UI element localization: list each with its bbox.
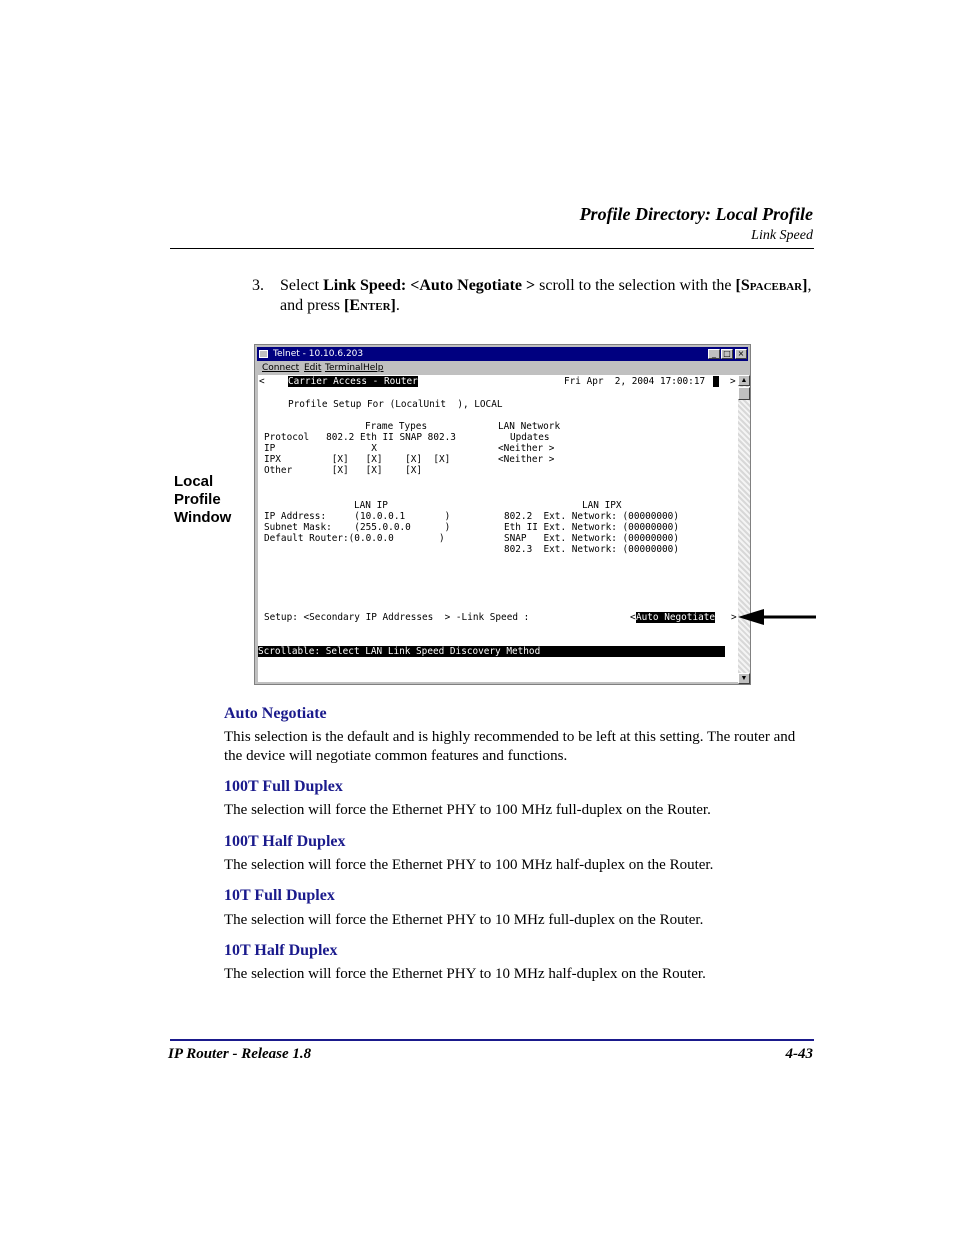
ipx-8022-network[interactable]: 802.2 Ext. Network: (00000000): [504, 511, 679, 522]
ipx-eth2-network[interactable]: Eth II Ext. Network: (00000000): [504, 522, 679, 533]
section-text-10t-full: The selection will force the Ethernet PHY to 10 MHz full-duplex on the Router.: [224, 912, 704, 928]
callout-line: Profile: [174, 491, 221, 508]
arrow-shaft: [760, 616, 816, 619]
ipx-snap-network[interactable]: SNAP Ext. Network: (00000000): [504, 533, 679, 544]
ip-updates-select[interactable]: <Neither >: [498, 443, 555, 454]
scroll-thumb[interactable]: [738, 387, 750, 400]
right-scroll-indicator: >: [730, 376, 736, 387]
header-rule: [170, 248, 814, 249]
maximize-button[interactable]: □: [721, 349, 733, 359]
section-text-100t-full: The selection will force the Ethernet PHY to 100 MHz full-duplex on the Router.: [224, 802, 711, 818]
section-text-10t-half: The selection will force the Ethernet PHY to 10 MHz half-duplex on the Router.: [224, 966, 706, 982]
step-3: [252, 276, 812, 316]
step-text-part: scroll to the selection with the: [535, 277, 736, 294]
page-number: 4-43: [785, 1046, 813, 1062]
subnet-mask-field[interactable]: Subnet Mask: (255.0.0.0 ): [264, 522, 451, 533]
lan-ip-header: LAN IP: [354, 500, 388, 511]
link-speed-open: <: [630, 612, 636, 623]
default-router-field[interactable]: Default Router:(0.0.0.0 ): [264, 533, 445, 544]
section-title-100t-half: 100T Half Duplex: [224, 833, 346, 850]
title-bar[interactable]: [257, 347, 748, 361]
menu-edit[interactable]: Edit: [304, 363, 322, 373]
vertical-scrollbar[interactable]: [738, 375, 750, 684]
protocol-row: Protocol 802.2 Eth II SNAP 802.3: [264, 432, 456, 443]
setup-line[interactable]: Setup: <Secondary IP Addresses > -Link Speed :: [264, 612, 530, 623]
menu-bar: [257, 362, 748, 374]
window-title: Telnet - 10.10.6.203: [273, 349, 364, 359]
pointer-arrow-icon: [738, 608, 816, 626]
terminal-screen[interactable]: [258, 375, 738, 682]
app-title-bar: Carrier Access - Router: [288, 376, 418, 387]
updates-header: Updates: [510, 432, 550, 443]
spacebar-key: [Spacebar]: [735, 277, 808, 294]
section-title-auto-negotiate: Auto Negotiate: [224, 705, 327, 722]
section-title-10t-half: 10T Half Duplex: [224, 942, 338, 959]
profile-setup-line: Profile Setup For (LocalUnit ), LOCAL: [288, 399, 503, 410]
left-scroll-indicator: <: [259, 376, 265, 387]
section-title-100t-full: 100T Full Duplex: [224, 778, 343, 795]
menu-help[interactable]: Help: [363, 363, 384, 373]
link-speed-select[interactable]: Auto Negotiate: [636, 612, 716, 623]
step-text-part: .: [395, 297, 400, 314]
link-speed-close: >: [731, 612, 737, 623]
callout-line: Local: [174, 473, 214, 490]
status-line: Scrollable: Select LAN Link Speed Discovery Method: [258, 646, 725, 657]
step-bold-command: Link Speed: <Auto Negotiate >: [323, 277, 536, 294]
minimize-button[interactable]: _: [708, 349, 720, 359]
figure-callout: [174, 473, 231, 527]
ip-address-field[interactable]: IP Address: (10.0.0.1 ): [264, 511, 451, 522]
terminal-cursor: [713, 376, 719, 387]
lan-network-header: LAN Network: [498, 421, 561, 432]
step-text: [280, 276, 812, 316]
other-row[interactable]: Other [X] [X] [X]: [264, 465, 423, 476]
section-title-10t-full: 10T Full Duplex: [224, 887, 335, 904]
ipx-row[interactable]: IPX [X] [X] [X] [X]: [264, 454, 451, 465]
close-button[interactable]: ×: [735, 349, 747, 359]
footer-rule: [170, 1039, 814, 1041]
step-number: 3.: [252, 277, 264, 294]
callout-line: Window: [174, 509, 232, 526]
datetime: Fri Apr 2, 2004 17:00:17: [564, 376, 706, 387]
ipx-8023-network[interactable]: 802.3 Ext. Network: (00000000): [504, 544, 679, 555]
running-header-subtitle: Link Speed: [751, 228, 813, 243]
scroll-down-button[interactable]: ▼: [738, 673, 750, 684]
menu-terminal[interactable]: Terminal: [325, 363, 364, 373]
ip-row: IP X: [264, 443, 377, 454]
running-header-title: Profile Directory: Local Profile: [579, 204, 813, 224]
footer-doc-title: IP Router - Release 1.8: [168, 1046, 312, 1062]
menu-connect[interactable]: Connect: [262, 363, 300, 373]
scroll-up-button[interactable]: ▲: [738, 375, 750, 386]
step-text-part: Select: [280, 277, 324, 294]
telnet-window: [254, 344, 751, 685]
enter-key: [Enter]: [343, 297, 396, 314]
ipx-updates-select[interactable]: <Neither >: [498, 454, 555, 465]
frame-types-header: Frame Types: [365, 421, 428, 432]
telnet-app-icon: [259, 350, 268, 358]
lan-ipx-header: LAN IPX: [582, 500, 622, 511]
step-text-part: , and press: [280, 277, 812, 314]
section-text-auto-negotiate: This selection is the default and is highly recommended to be left at this setting. The router and the device will negotiate common features and functions.: [224, 729, 796, 764]
section-text-100t-half: The selection will force the Ethernet PHY to 100 MHz half-duplex on the Router.: [224, 857, 714, 873]
